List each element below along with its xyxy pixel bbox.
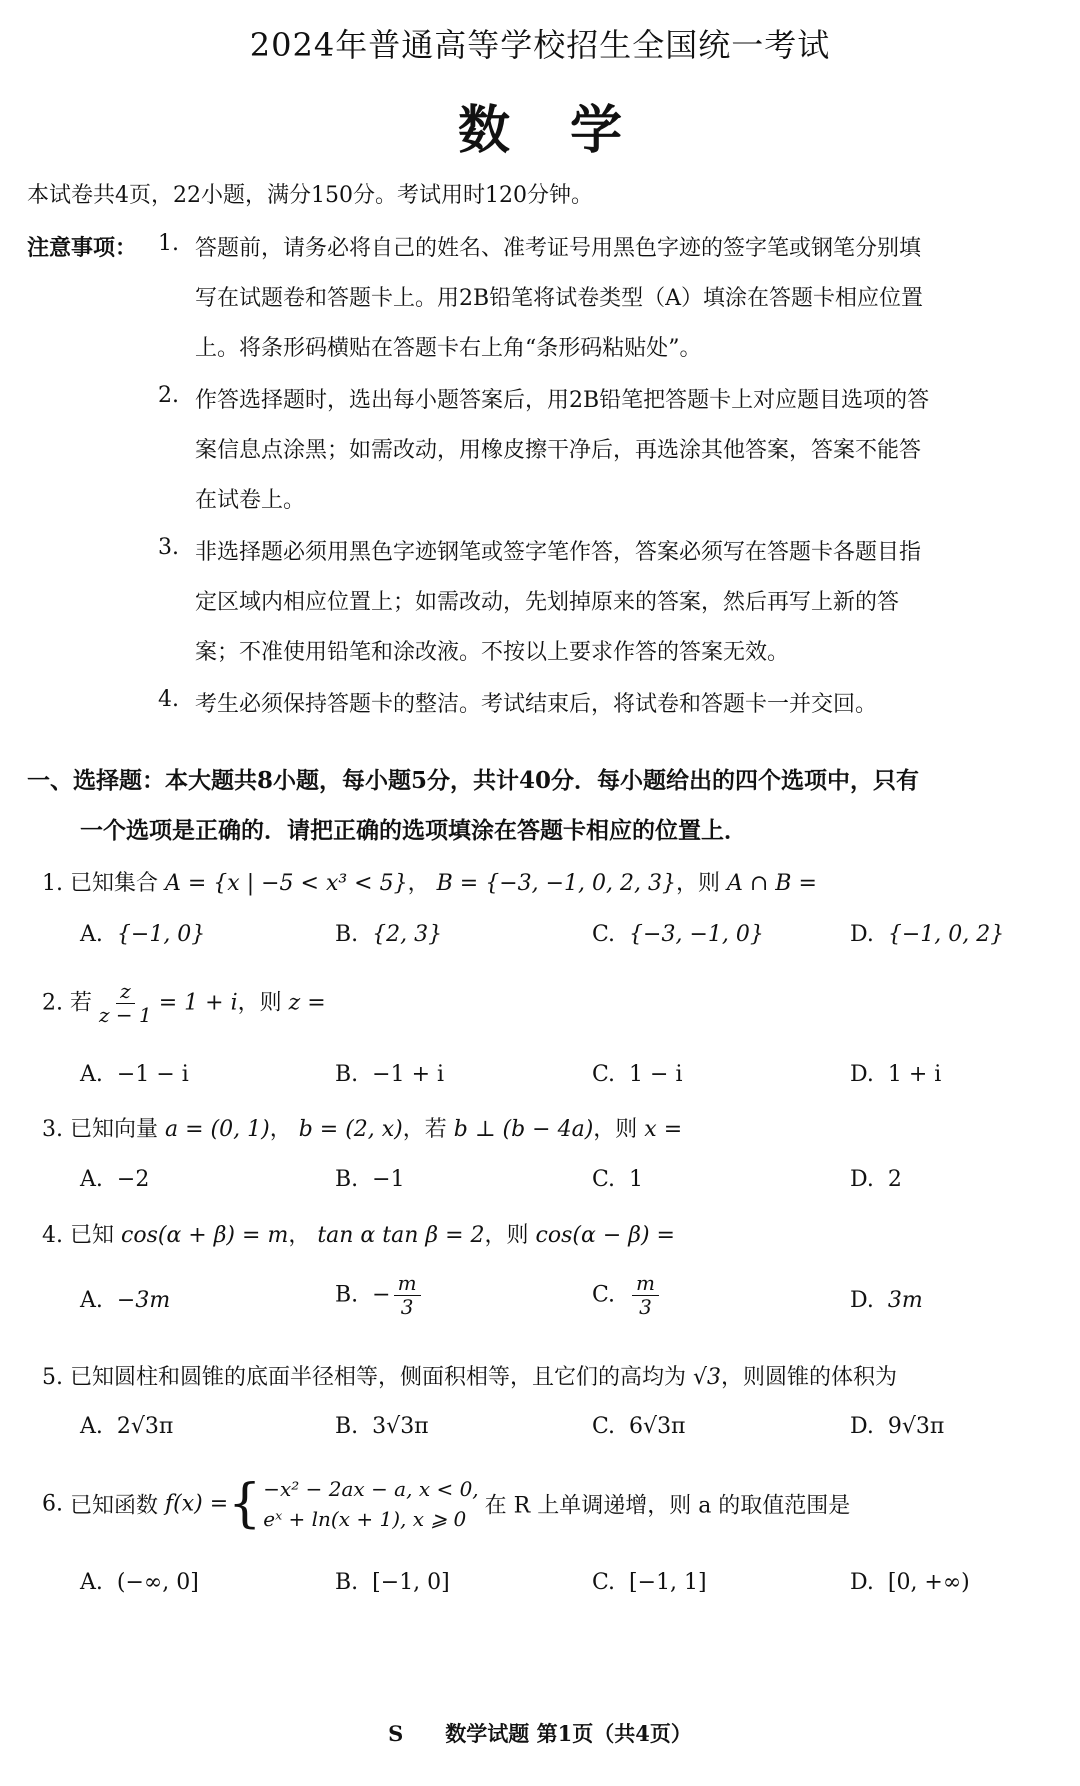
subject-title: 数学 [457, 100, 682, 161]
option-text: [−1, 0] [372, 1570, 450, 1595]
question-6 [42, 1474, 850, 1534]
option-text: [−1, 1] [629, 1570, 707, 1595]
note-line: 答题前，请务必将自己的姓名、准考证号用黑色字迹的签字笔或钢笔分别填 [195, 236, 922, 261]
option-label: A. [80, 1062, 103, 1087]
piecewise-cases [263, 1474, 478, 1534]
section-heading: 一个选项是正确的．请把正确的选项填涂在答题卡相应的位置上． [80, 817, 747, 844]
section-heading: 一、选择题：本大题共8小题，每小题5分，共计40分．每小题给出的四个选项中，只有 [27, 767, 920, 794]
question-1 [42, 866, 817, 897]
fraction-numerator: z [116, 980, 135, 1004]
question-text: 在 R 上单调递增，则 a 的取值范围是 [484, 1493, 851, 1519]
option-text: 3√3π [372, 1414, 429, 1439]
option-text: 2 [887, 1167, 902, 1192]
option-label: B. [335, 1062, 359, 1087]
option-label: C. [592, 1570, 616, 1595]
math-expression: cos(α + β) = m [121, 1223, 289, 1248]
option-text: {−1, 0, 2} [887, 922, 1005, 947]
piecewise-case: eˣ + ln(x + 1), x ⩾ 0 [263, 1507, 467, 1531]
option-d [850, 922, 1004, 947]
option-b [335, 1062, 444, 1087]
math-expression: cos(α − β) = [535, 1223, 675, 1248]
piecewise-case: −x² − 2ax − a, x < 0, [263, 1477, 479, 1501]
math-expression: a = (0, 1) [165, 1117, 270, 1142]
note-line: 写在试题卷和答题卡上。用2B铅笔将试卷类型（A）填涂在答题卡相应位置 [195, 286, 924, 311]
option-label: D. [850, 1167, 874, 1192]
option-text: 3m [887, 1288, 923, 1313]
option-a [80, 1167, 149, 1192]
option-label: A. [80, 1167, 103, 1192]
math-expression: A = {x | −5 < x³ < 5} [165, 871, 408, 896]
option-text: 2√3π [116, 1414, 174, 1439]
option-label: C. [592, 922, 616, 947]
option-label: B. [335, 1414, 359, 1439]
question-text: ， [288, 1223, 318, 1248]
option-d [850, 1288, 923, 1313]
option-c [592, 922, 764, 947]
option-label: C. [592, 1282, 616, 1308]
question-number: 5. [42, 1365, 63, 1390]
notes-label: 注意事项： [27, 235, 138, 261]
option-label: A. [80, 1414, 103, 1439]
option-text: {−3, −1, 0} [629, 922, 764, 947]
piecewise-brace: { [228, 1474, 262, 1534]
note-number: 4. [158, 687, 179, 712]
option-text: (−∞, 0] [116, 1570, 199, 1595]
fraction-denominator: 3 [400, 1295, 414, 1319]
option-c [592, 1570, 707, 1595]
note-line: 上。将条形码横贴在答题卡右上角“条形码粘贴处”。 [195, 336, 702, 361]
question-text: 已知圆柱和圆锥的底面半径相等，侧面积相等，且它们的高均为 [70, 1365, 693, 1390]
note-number: 1. [158, 231, 179, 256]
option-b [335, 1414, 429, 1439]
question-text: ，则圆锥的体积为 [721, 1365, 898, 1390]
math-expression: b = (2, x) [298, 1117, 403, 1142]
option-a [80, 1414, 173, 1439]
option-d [850, 1570, 970, 1595]
option-b [335, 1272, 424, 1319]
question-text: 已知函数 [70, 1493, 165, 1519]
option-text: −1 − i [116, 1062, 189, 1087]
option-text: {−1, 0} [116, 922, 206, 947]
note-number: 3. [158, 535, 179, 560]
question-text: ，若 [402, 1117, 454, 1142]
question-text: 若 [70, 990, 93, 1016]
option-label: D. [850, 922, 874, 947]
option-label: D. [850, 1288, 874, 1313]
question-text: ，则 [593, 1117, 645, 1142]
option-a [80, 1288, 170, 1313]
option-d [850, 1167, 902, 1192]
note-line: 在试卷上。 [195, 488, 306, 513]
option-label: D. [850, 1062, 874, 1087]
note-line: 作答选择题时，选出每小题答案后，用2B铅笔把答题卡上对应题目选项的答 [195, 388, 930, 413]
fraction-denominator: 3 [639, 1295, 652, 1319]
option-c [592, 1167, 643, 1192]
fraction-numerator: m [632, 1272, 659, 1296]
option-c [592, 1062, 683, 1087]
question-text: ，则 [484, 1223, 536, 1248]
option-label: A. [80, 1570, 103, 1595]
question-2 [42, 980, 326, 1027]
option-b [335, 1570, 450, 1595]
math-expression: √3 [693, 1365, 722, 1390]
fraction-denominator: z − 1 [99, 1003, 152, 1027]
option-label: B. [335, 1167, 359, 1192]
option-label: B. [335, 1570, 359, 1595]
math-expression: B = {−3, −1, 0, 2, 3} [436, 871, 676, 896]
fraction-numerator: m [394, 1272, 421, 1296]
fraction [95, 980, 156, 1027]
note-line: 考生必须保持答题卡的整洁。考试结束后，将试卷和答题卡一并交回。 [195, 692, 878, 717]
option-b [335, 922, 442, 947]
option-sign: − [372, 1282, 391, 1308]
option-d [850, 1062, 941, 1087]
note-line: 定区域内相应位置上；如需改动，先划掉原来的答案，然后再写上新的答 [195, 590, 900, 615]
exam-intro: 本试卷共4页，22小题，满分150分。考试用时120分钟。 [27, 183, 593, 208]
note-line: 案；不准使用铅笔和涂改液。不按以上要求作答的答案无效。 [195, 640, 790, 665]
option-label: A. [80, 922, 103, 947]
math-expression: A ∩ B = [727, 871, 817, 896]
option-text: −1 + i [372, 1062, 445, 1087]
option-text: [0, +∞) [887, 1570, 970, 1595]
option-text: 6√3π [629, 1414, 686, 1439]
option-label: C. [592, 1167, 616, 1192]
question-number: 2. [42, 990, 63, 1016]
question-number: 4. [42, 1223, 63, 1248]
option-label: A. [80, 1288, 103, 1313]
option-a [80, 922, 205, 947]
question-text: ， [269, 1117, 299, 1142]
option-label: D. [850, 1570, 874, 1595]
question-text: 已知集合 [70, 871, 165, 896]
math-expression: = 1 + i [158, 990, 238, 1016]
option-text: 1 − i [629, 1062, 683, 1087]
option-text: −1 [372, 1167, 405, 1192]
fraction [394, 1272, 421, 1319]
option-text: 1 + i [887, 1062, 942, 1087]
option-label: C. [592, 1414, 616, 1439]
math-expression: z = [288, 990, 326, 1016]
exam-title: 2024年普通高等学校招生全国统一考试 [249, 26, 831, 64]
math-expression: tan α tan β = 2 [317, 1223, 485, 1248]
math-expression: x = [644, 1117, 683, 1142]
question-number: 3. [42, 1117, 63, 1142]
option-label: B. [335, 1282, 359, 1308]
math-expression: f(x) = [165, 1491, 229, 1517]
option-label: B. [335, 922, 359, 947]
option-d [850, 1414, 944, 1439]
option-b [335, 1167, 405, 1192]
option-text: 9√3π [887, 1414, 945, 1439]
option-text: −3m [116, 1288, 171, 1313]
note-line: 案信息点涂黑；如需改动，用橡皮擦干净后，再选涂其他答案，答案不能答 [195, 438, 922, 463]
option-a [80, 1570, 199, 1595]
option-c [592, 1272, 662, 1319]
question-text: 已知向量 [70, 1117, 165, 1142]
note-number: 2. [158, 383, 179, 408]
option-a [80, 1062, 189, 1087]
option-label: C. [592, 1062, 616, 1087]
question-text: ， [407, 871, 437, 896]
question-text: 已知 [70, 1223, 121, 1248]
option-label: D. [850, 1414, 874, 1439]
question-text: ，则 [237, 990, 289, 1016]
fraction [632, 1272, 659, 1319]
option-c [592, 1414, 686, 1439]
question-number: 6. [42, 1491, 63, 1517]
question-number: 1. [42, 871, 63, 896]
question-3 [42, 1112, 682, 1143]
page-footer: S 数学试题 第1页（共4页） [388, 1721, 692, 1746]
note-line: 非选择题必须用黑色字迹钢笔或签字笔作答，答案必须写在答题卡各题目指 [195, 540, 922, 565]
question-text: ，则 [676, 871, 727, 896]
option-text: {2, 3} [372, 922, 443, 947]
math-expression: b ⊥ (b − 4a) [453, 1117, 594, 1142]
question-4 [42, 1218, 675, 1249]
question-5 [42, 1360, 897, 1391]
option-text: −2 [116, 1167, 150, 1192]
option-text: 1 [629, 1167, 644, 1192]
